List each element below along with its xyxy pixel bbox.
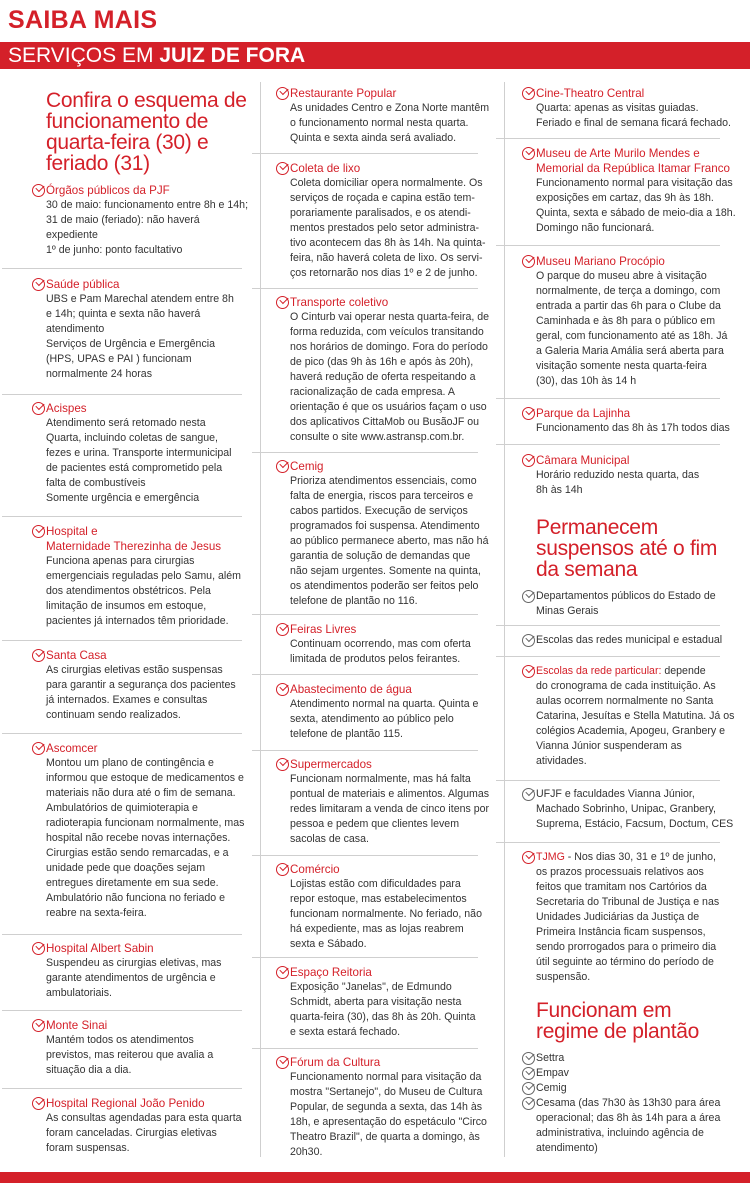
divider: [496, 625, 720, 626]
check-circle-icon: [522, 788, 535, 801]
section-banner: [0, 42, 750, 69]
item-body: O parque do museu abre à visitação normalmente, de terça a domingo, com entrada a partir das 6h para o Clube da Caminhada e às 8h para o público em geral, com funcionamento até as 18h. Já a Galeria Maria Amália será aberta para visitação somente nesta quarta-feira (30), das 10h às 14 h: [536, 270, 728, 387]
divider: [252, 452, 478, 453]
item-title: Escolas da rede particular: [536, 665, 659, 677]
list-item: [46, 524, 261, 629]
divider: [496, 656, 720, 657]
banner-prefix: SERVIÇOS EM: [8, 44, 160, 67]
check-circle-icon: [522, 851, 535, 864]
item-title: Comércio: [290, 863, 340, 876]
list-item: [290, 862, 495, 952]
check-circle-icon: [276, 623, 289, 636]
item-body: As unidades Centro e Zona Norte mantêm o funcionamento normal nesta quarta. Quinta e sexta ainda será avaliado.: [290, 102, 490, 144]
divider: [496, 842, 720, 843]
item-body: Prioriza atendimentos essenciais, como falta de energia, riscos para terceiros e cabos partidos. Execução de serviços programados foi suspensa. Atendimento ao público permanece aberto, mas não há garantia de solução de demandas que não sejam urgentes. Somente na quinta, os atendimentos poderão ser feitos pelo telefone de plantão no 116.: [290, 475, 489, 607]
item-title: Saúde pública: [46, 278, 120, 291]
list-item: [46, 941, 261, 1001]
item-title: Espaço Reitoria: [290, 966, 372, 979]
item-body: Funcionamento normal para visitação da mostra "Sertanejo", do Museu de Cultura Popular, de segunda a sexta, das 14h às 18h, e apresentação do espetáculo "Circo Theatro Brazil", de quarta a domingo, às 20h30.: [290, 1071, 487, 1158]
list-item: [536, 850, 736, 985]
check-circle-icon: [276, 966, 289, 979]
list-item: [290, 295, 495, 445]
list-item: [290, 682, 495, 742]
divider: [252, 1048, 478, 1049]
divider: [496, 780, 720, 781]
item-title: Acispes: [46, 402, 87, 415]
check-circle-icon: [276, 296, 289, 309]
item-body: UFJF e faculdades Vianna Júnior, Machado Sobrinho, Unipac, Granbery, Suprema, Estácio, Facsum, Doctum, CES: [536, 788, 734, 830]
item-lead: depende: [664, 665, 706, 677]
section-title-plantao: Funcionam em regime de plantão: [536, 999, 700, 1043]
check-circle-icon: [32, 649, 45, 662]
divider: [2, 394, 242, 395]
list-item: [536, 1081, 736, 1096]
divider: [252, 614, 478, 615]
list-item: [536, 1066, 736, 1081]
item-title: Cine-Theatro Central: [536, 87, 645, 100]
item-title: Hospital e Maternidade Therezinha de Jesus: [46, 525, 222, 553]
check-circle-icon: [522, 255, 535, 268]
check-circle-icon: [32, 184, 45, 197]
section-title-schedule: Confira o esquema de funcionamento de quarta-feira (30) e feriado (31): [46, 89, 247, 175]
check-circle-icon: [522, 147, 535, 160]
item-body: Continuam ocorrendo, mas com oferta limitada de produtos pelos feirantes.: [290, 638, 471, 665]
divider: [2, 268, 242, 269]
check-circle-icon: [522, 1052, 535, 1065]
item-body: Cesama (das 7h30 às 13h30 para área operacional; das 8h às 14h para a área administrativa, incluindo agência de atendimento): [536, 1097, 721, 1154]
divider: [252, 750, 478, 751]
item-body: Lojistas estão com dificuldades para repor estoque, mas estabelecimentos funcionam normalmente. No feriado, não há expediente, mas as lojas reabrem sexta e Sábado.: [290, 878, 482, 950]
item-title: Santa Casa: [46, 649, 107, 662]
item-body: os prazos processuais relativos aos feitos que tramitam nos Cartórios da Secretaria do Tribunal de Justiça e nas Unidades Judiciárias da Justiça de Primeira Instância ficam suspensos, sendo prorrogados para o primeiro dia útil seguinte ao término do período de suspensão.: [536, 866, 720, 983]
item-body: Empav: [536, 1067, 569, 1079]
list-item: [536, 1096, 736, 1156]
item-title: Supermercados: [290, 758, 372, 771]
item-title: Parque da Lajinha: [536, 407, 631, 420]
divider: [496, 444, 720, 445]
divider: [2, 516, 242, 517]
banner-title: [8, 44, 305, 68]
column-divider: [504, 82, 505, 1157]
list-item: [46, 648, 261, 723]
item-title: Museu Mariano Procópio: [536, 255, 665, 268]
item-title: Ascomcer: [46, 742, 98, 755]
check-circle-icon: [276, 460, 289, 473]
check-circle-icon: [522, 454, 535, 467]
divider: [2, 934, 242, 935]
item-body: Mantém todos os atendimentos previstos, mas reiterou que avalia a situação dia a dia.: [46, 1034, 214, 1076]
divider: [2, 640, 242, 641]
list-item: [290, 757, 495, 847]
check-circle-icon: [32, 942, 45, 955]
check-circle-icon: [522, 1082, 535, 1095]
item-title: Restaurante Popular: [290, 87, 397, 100]
list-item: [536, 86, 736, 131]
divider: [252, 674, 478, 675]
list-item: [290, 965, 495, 1040]
item-body: 30 de maio: funcionamento entre 8h e 14h; 31 de maio (feriado): não haverá expediente 1º de junho: ponto facultativo: [46, 199, 249, 256]
item-lead: Nos dias 30, 31 e 1º de junho,: [574, 851, 716, 863]
divider: [2, 1010, 242, 1011]
item-title: Museu de Arte Murilo Mendes e Memorial da República Itamar Franco: [536, 147, 730, 175]
list-item: [46, 1096, 261, 1156]
item-title: Monte Sinai: [46, 1019, 108, 1032]
list-item: [536, 1051, 736, 1066]
item-title: Cemig: [290, 460, 324, 473]
item-body: Settra: [536, 1052, 565, 1064]
item-body: Funcionamento normal para visitação das exposições em cartaz, das 9h às 18h. Quinta, sexta e sábado de meio-dia a 18h. Domingo não funcionará.: [536, 177, 736, 234]
check-circle-icon: [32, 402, 45, 415]
divider: [252, 957, 478, 958]
divider: [2, 1088, 242, 1089]
item-body: Funcionamento das 8h às 17h todos dias: [536, 422, 730, 434]
divider: [252, 288, 478, 289]
list-item: [536, 589, 736, 619]
check-circle-icon: [522, 590, 535, 603]
check-circle-icon: [276, 683, 289, 696]
list-item: [290, 622, 495, 667]
check-circle-icon: [276, 87, 289, 100]
item-body: As consultas agendadas para esta quarta foram canceladas. Cirurgias eletivas foram suspensas.: [46, 1112, 242, 1154]
check-circle-icon: [32, 742, 45, 755]
item-title: Abastecimento de água: [290, 683, 412, 696]
list-item: [46, 1018, 261, 1078]
item-body: Atendimento normal na quarta. Quinta e sexta, atendimento ao público pelo telefone de plantão 115.: [290, 698, 479, 740]
list-item: [290, 161, 495, 281]
item-body: Coleta domiciliar opera normalmente. Os serviços de roçada e capina estão tem- porariamente paralisados, e os atendi- mentos prestados pelo setor administra- tivo acontecem das 8h às 14h. Na quinta- feira, não haverá coleta de lixo. Os servi- ços retornarão nos dias 1º e 2 de junho.: [290, 177, 486, 279]
footer-bar: [0, 1172, 750, 1183]
list-item: [290, 459, 495, 609]
check-circle-icon: [32, 525, 45, 538]
item-title: Hospital Albert Sabin: [46, 942, 154, 955]
item-body: Funcionam normalmente, mas há falta pontual de materiais e alimentos. Algumas redes limitaram a venda de cinco itens por pessoa e pedem que clientes levem sacolas de casa.: [290, 773, 490, 845]
list-item: [536, 254, 736, 389]
item-body: Cemig: [536, 1082, 567, 1094]
list-item: [46, 183, 261, 258]
list-item: [536, 664, 736, 769]
item-body: Horário reduzido nesta quarta, das 8h às 14h: [536, 469, 700, 496]
list-item: [536, 787, 736, 832]
list-item: [536, 406, 736, 436]
item-body: O Cinturb vai operar nesta quarta-feira, de forma reduzida, com veículos transitando nos horários de domingo. Fora do período de pico (das 9h às 16h e após às 20h), haverá redução de oferta respeitando a racionalização de cada empresa. A orientação é que os usuários façam o uso dos aplicativos CittaMob ou BusãoJF ou consulte o site www.astransp.com.br.: [290, 311, 490, 443]
item-body: Departamentos públicos do Estado de Minas Gerais: [536, 590, 716, 617]
check-circle-icon: [32, 1019, 45, 1032]
list-item: [536, 146, 736, 236]
check-circle-icon: [32, 278, 45, 291]
list-item: [46, 401, 261, 506]
list-item: [536, 633, 736, 648]
divider: [252, 153, 478, 154]
check-circle-icon: [522, 87, 535, 100]
check-circle-icon: [522, 1067, 535, 1080]
item-body: Suspendeu as cirurgias eletivas, mas garante atendimentos de urgência e ambulatoriais.: [46, 957, 222, 999]
banner-city: JUIZ DE FORA: [159, 44, 306, 67]
check-circle-icon: [276, 863, 289, 876]
item-body: As cirurgias eletivas estão suspensas para garantir a segurança dos pacientes já internados. Exames e consultas continuam sendo realizados.: [46, 664, 236, 721]
list-item: [536, 453, 736, 498]
item-body: UBS e Pam Marechal atendem entre 8h e 14h; quinta e sexta não haverá atendimento Serviços de Urgência e Emergência (HPS, UPAS e PAI ) funcionam normalmente 24 horas: [46, 293, 234, 380]
list-item: [290, 86, 495, 146]
divider: [496, 138, 720, 139]
item-title: Coleta de lixo: [290, 162, 361, 175]
item-body: Quarta: apenas as visitas guiadas. Feriado e final de semana ficará fechado.: [536, 102, 731, 129]
check-circle-icon: [522, 1097, 535, 1110]
item-body: Escolas das redes municipal e estadual: [536, 634, 723, 646]
item-title: Fórum da Cultura: [290, 1056, 381, 1069]
item-title: TJMG: [536, 851, 565, 863]
item-title: Câmara Municipal: [536, 454, 630, 467]
check-circle-icon: [522, 634, 535, 647]
divider: [496, 398, 720, 399]
item-title: Hospital Regional João Penido: [46, 1097, 205, 1110]
list-item: [46, 277, 261, 382]
list-item: [46, 741, 261, 921]
section-title-suspended: Permanecem suspensos até o fim da semana: [536, 516, 718, 581]
check-circle-icon: [522, 665, 535, 678]
check-circle-icon: [32, 1097, 45, 1110]
check-circle-icon: [522, 407, 535, 420]
kicker-title: SAIBA MAIS: [8, 6, 158, 34]
divider: [252, 855, 478, 856]
check-circle-icon: [276, 1056, 289, 1069]
item-body: Atendimento será retomado nesta Quarta, incluindo coletas de sangue, fezes e urina. Transporte intermunicipal de pacientes está comprometido pela falta de combustíveis Somente urgência e emergência: [46, 417, 232, 504]
check-circle-icon: [276, 758, 289, 771]
item-title: Transporte coletivo: [290, 296, 389, 309]
item-body: do cronograma de cada instituição. As aulas ocorrem normalmente no Santa Catarina, Jesuítas e Stella Matutina. Já os colégios Academia, Apogeu, Granbery e Vianna Júnior suspenderam as atividades.: [536, 680, 735, 767]
item-body: Montou um plano de contingência e informou que estoque de medicamentos e materiais não dura até o fim de semana. Ambulatórios de quimioterapia e radioterapia funcionam normalmente, mas hospital não recebe novas internações. Cirurgias estão sendo remarcadas, e a unidade pede que doações sejam entregues diretamente em sua sede. Ambulatório não funciona no feriado e reabre na sexta-feira.: [46, 757, 245, 919]
item-title: Órgãos públicos da PJF: [46, 184, 170, 197]
divider: [2, 733, 242, 734]
item-separator: -: [564, 851, 575, 863]
item-body: Exposição "Janelas", de Edmundo Schmidt, aberta para visitação nesta quarta-feira (30), das 8h às 20h. Quinta e sexta estará fechado.: [290, 981, 476, 1038]
check-circle-icon: [276, 162, 289, 175]
list-item: [290, 1055, 495, 1160]
item-lead-line: [536, 850, 736, 865]
divider: [496, 245, 720, 246]
item-lead-line: [536, 664, 736, 679]
item-body: Funciona apenas para cirurgias emergenciais reguladas pelo Samu, além dos atendimentos obstétricos. Pela limitação de insumos em estoque, pacientes já internados têm prioridade.: [46, 555, 241, 627]
item-separator: :: [658, 665, 665, 677]
item-title: Feiras Livres: [290, 623, 357, 636]
